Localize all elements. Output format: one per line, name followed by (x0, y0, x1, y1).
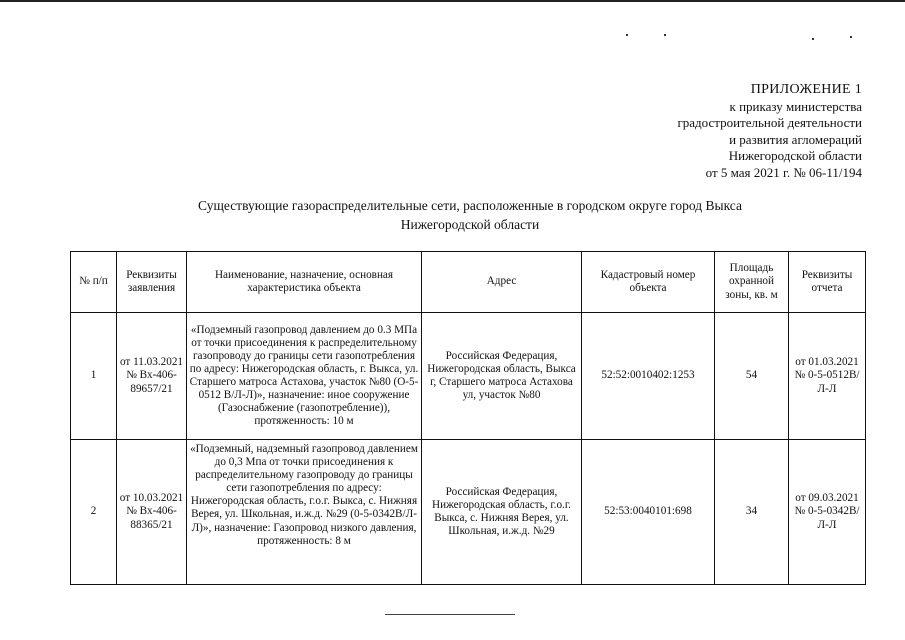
cell-cadastral: 52:52:0010402:1253 (582, 313, 715, 440)
cell-area: 34 (715, 440, 789, 585)
top-edge-rule (0, 0, 905, 2)
header-num: № п/п (71, 252, 117, 313)
cell-num: 2 (71, 440, 117, 585)
cell-application: от 11.03.2021 № Вх-406-89657/21 (117, 313, 187, 440)
cell-description: «Подземный газопровод давлением до 0.3 МПа от точки присоединения к распределительному газопроводу до границы сети газопотребления по адресу: Нижегородская область, г. Выкса, ул. Старшего матроса Астахова, участок №80 (О-5-0512 В/Л-Л)», назначение: иное сооружение (Газоснабжение (газопотребление)), протяженность: 10 м (187, 313, 422, 440)
appendix-line: и развития агломераций (729, 131, 862, 147)
header-cadastral: Кадастровый номер объекта (582, 252, 715, 313)
table-row (71, 440, 866, 585)
appendix-header (677, 82, 862, 181)
header-application: Реквизиты заявления (117, 252, 187, 313)
appendix-heading: ПРИЛОЖЕНИЕ 1 (750, 82, 862, 97)
appendix-line: градостроительной деятельности (677, 115, 862, 130)
cell-num: 1 (71, 313, 117, 440)
cell-report: от 09.03.2021 № 0-5-0342В/Л-Л (789, 440, 866, 585)
cell-cadastral: 52:53:0040101:698 (582, 440, 715, 585)
table-header-row (71, 252, 866, 313)
header-description: Наименование, назначение, основная характеристика объекта (187, 252, 422, 313)
cell-address: Российская Федерация, Нижегородская область, г.о.г. Выкса, с. Нижняя Верея, ул. Школьная, и.ж.д. №29 (422, 440, 582, 585)
table-row (71, 313, 866, 440)
scan-speck (626, 34, 628, 36)
header-report: Реквизиты отчета (789, 252, 866, 313)
appendix-order-date: от 5 мая 2021 г. № 06-11/194 (705, 164, 862, 180)
cell-application: от 10.03.2021 № Вх-406-88365/21 (117, 440, 187, 585)
cell-address: Российская Федерация, Нижегородская область, Выкса г, Старшего матроса Астахова ул, участок №80 (422, 313, 582, 440)
scan-speck (850, 36, 852, 38)
document-title-line: Нижегородской области (400, 217, 540, 232)
document-title (150, 196, 790, 234)
appendix-line: Нижегородской области (728, 148, 862, 163)
gas-network-table (70, 251, 866, 585)
cell-area: 54 (715, 313, 789, 440)
document-title-line: Существующие газораспределительные сети, расположенные в городском округе город Выкса (198, 198, 742, 213)
appendix-line: к приказу министерства (729, 98, 862, 114)
scan-speck (812, 38, 814, 40)
cell-report: от 01.03.2021 № 0-5-0512В/Л-Л (789, 313, 866, 440)
header-area: Площадь охранной зоны, кв. м (715, 252, 789, 313)
scan-speck (664, 34, 666, 36)
header-address: Адрес (422, 252, 582, 313)
footer-rule (385, 614, 515, 615)
cell-description: «Подземный, надземный газопровод давлением до 0,3 Мпа от точки присоединения к распределительному газопроводу до границы сети газопотребления по адресу: Нижегородская область, г.о.г. Выкса, с. Нижняя Верея, ул. Школьная, и.ж.д. №29 (0-5-0342В/Л-Л)», назначение: Газопровод низкого давления, протяженность: 8 м (187, 440, 422, 585)
